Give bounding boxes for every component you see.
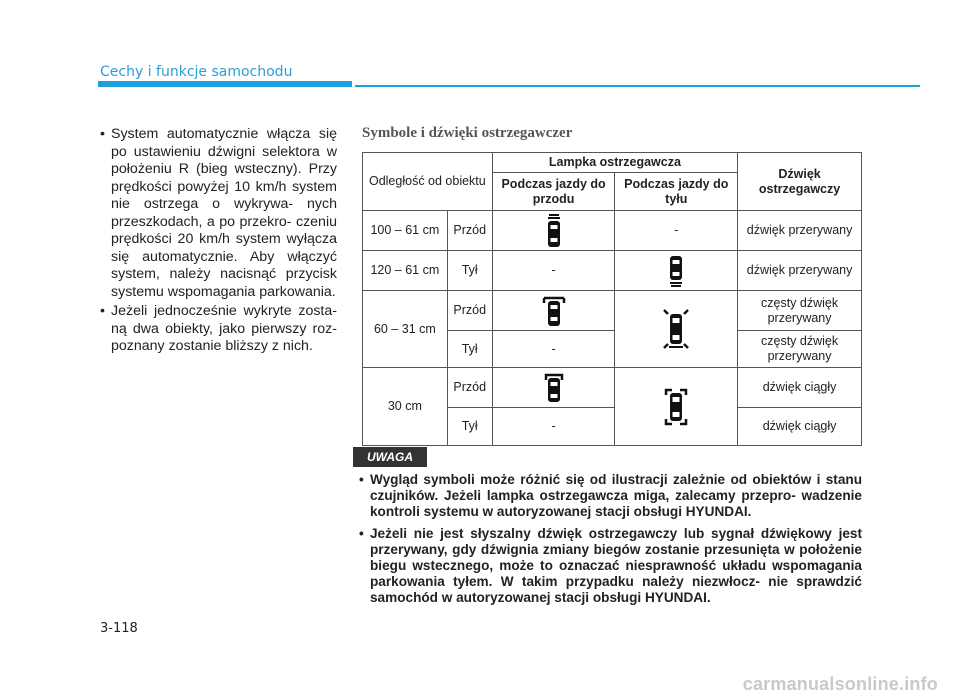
forward-lamp-cell: - [492,408,615,446]
position-cell: Przód [447,368,492,408]
position-cell: Przód [447,211,492,251]
bullet-paragraph: • Jeżeli jednocześnie wykryte zosta- ną dwa obiekty, jako pierwszy roz- poznany zostanie bliższy z nich. [100,303,337,356]
note-badge: UWAGA [353,447,427,467]
car-front-sensor-icon [543,213,565,249]
forward-lamp-cell [492,211,615,251]
car-front-sensor-icon [542,372,566,404]
sound-cell: częsty dźwięk przerywany [738,291,862,331]
distance-cell: 120 – 61 cm [363,251,448,291]
car-front-rear-sensor-icon [661,307,691,351]
car-front-sensor-icon [541,294,567,328]
section-title: Symbole i dźwięki ostrzegawczer [362,125,573,141]
distance-cell: 100 – 61 cm [363,211,448,251]
table-row [363,291,862,331]
header-accent-bar [98,81,352,87]
note-list [358,472,862,612]
sound-cell: częsty dźwięk przerywany [738,331,862,368]
table-row [363,368,862,408]
forward-lamp-cell [492,368,615,408]
car-rear-sensor-icon [665,254,687,288]
position-cell: Tył [447,331,492,368]
table-row [363,211,862,251]
sound-cell: dźwięk przerywany [738,211,862,251]
position-cell: Przód [447,291,492,331]
note-item: • Jeżeli nie jest słyszalny dźwięk ostrzegawczy lub sygnał dźwiękowy jest przerywany, gdy dźwignia zmiany biegów zostanie przesunięta w położenie biegu wstecznego, może to oznaczać niesprawność układu wspomagania parkowania tyłem. W takim przypadku należy niezwłocz- nie sprawdzić samochód w autoryzowanej stacji obsługi HYUNDAI. [358,526,862,605]
backward-lamp-cell [615,368,738,446]
sound-cell: dźwięk ciągły [738,368,862,408]
note-item: • Wygląd symboli może różnić się od ilustracji zależnie od obiektów i stanu czujników. Jeżeli lampka ostrzegawcza miga, zalecamy przepro- wadzenie kontroli systemu w autoryzowanej stacji obsługi HYUNDAI. [358,472,862,519]
forward-lamp-cell [492,291,615,331]
chapter-title: Cechy i funkcje samochodu [100,64,293,80]
left-column-text [100,126,337,358]
backward-lamp-cell [615,291,738,368]
position-cell: Tył [447,251,492,291]
warning-symbols-table [362,152,862,446]
header-distance: Odległość od obiektu [363,153,493,211]
page-number: 3-118 [100,621,138,636]
position-cell: Tył [447,408,492,446]
backward-lamp-cell [615,251,738,291]
watermark: carmanualsonline.info [742,674,938,694]
header-lamp: Lampka ostrzegawcza [492,153,737,173]
backward-lamp-cell: - [615,211,738,251]
sound-cell: dźwięk przerywany [738,251,862,291]
car-front-rear-sensor-icon [663,387,689,427]
distance-cell: 30 cm [363,368,448,446]
header-rule [355,85,920,87]
distance-cell: 60 – 31 cm [363,291,448,368]
forward-lamp-cell: - [492,331,615,368]
forward-lamp-cell: - [492,251,615,291]
header-forward: Podczas jazdy do przodu [492,173,615,211]
sound-cell: dźwięk ciągły [738,408,862,446]
header-sound: Dźwięk ostrzegawczy [738,153,862,211]
header-backward: Podczas jazdy do tyłu [615,173,738,211]
table-row [363,251,862,291]
bullet-paragraph: • System automatycznie włącza się po ustawieniu dźwigni selektora w położeniu R (bieg wsteczny). Przy prędkości powyżej 10 km/h system nie ostrzega o wykrywa- nych przeszkodach, a po przekro- czeniu prędkości 20 km/h system wyłącza się automatycznie. Aby włączyć system, należy nacisnąć przycisk systemu wspomagania parkowania. [100,126,337,301]
